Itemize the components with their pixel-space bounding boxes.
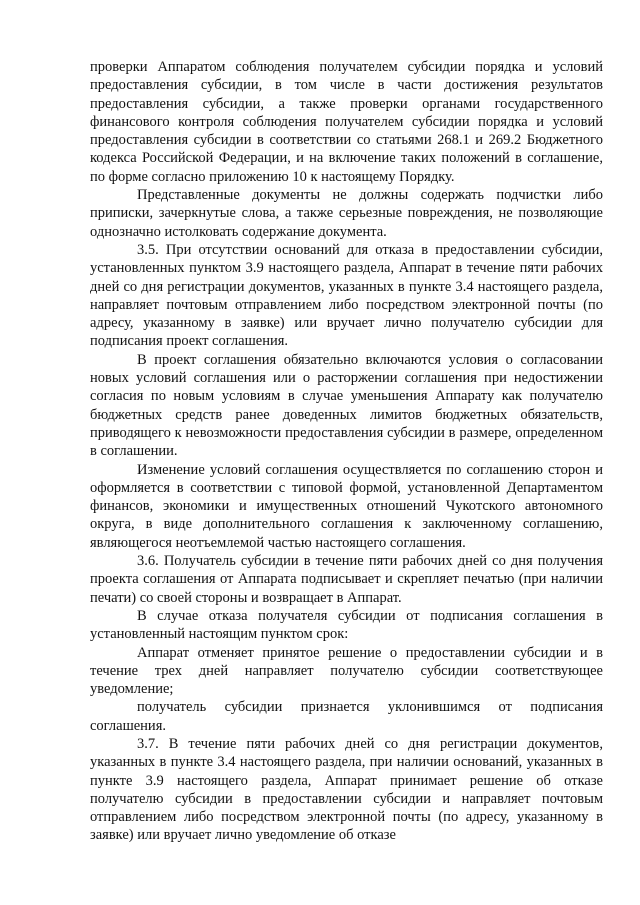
- paragraph-refusal-case: В случае отказа получателя субсидии от подписания соглашения в установленный настоящим пунктом срок:: [90, 607, 603, 643]
- paragraph-cancel-decision: Аппарат отменяет принятое решение о предоставлении субсидии и в течение трех дней направляет получателю субсидии соответствующее уведомление;: [90, 644, 603, 698]
- paragraph-3-6: 3.6. Получатель субсидии в течение пяти рабочих дней со дня получения проекта соглашения от Аппарата подписывает и скрепляет печатью (при наличии печати) со своей стороны и возвращает в Аппарат.: [90, 553, 603, 606]
- document-body: [90, 58, 603, 845]
- paragraph-recipient-evasion: получатель субсидии признается уклонившимся от подписания соглашения.: [90, 699, 603, 734]
- paragraph-agreement-conditions: В проект соглашения обязательно включаются условия о согласовании новых условий соглашения или о расторжении соглашения при недостижении согласия по новым условиям в случае уменьшения Аппарату как получателю бюджетных средств ранее доведенных лимитов бюджетных обязательств, приводящего к невозможности предоставления субсидии в размере, определенном в соглашении.: [90, 351, 603, 460]
- paragraph-continuation: проверки Аппаратом соблюдения получателем субсидии порядка и условий предоставления субсидии, в том числе в части достижения результатов предоставления субсидии, а также проверки органами государственного финансового контроля соблюдения получателем субсидии порядка и условий предоставления субсидии в соответствии со статьями 268.1 и 269.2 Бюджетного кодекса Российской Федерации, и на включение таких положений в соглашение, по форме согласно приложению 10 к настоящему Порядку.: [90, 59, 603, 185]
- paragraph-documents-requirements: Представленные документы не должны содержать подчистки либо приписки, зачеркнутые слова, а также серьезные повреждения, не позволяющие однозначно истолковать содержание документа.: [90, 187, 603, 240]
- paragraph-3-5: 3.5. При отсутствии оснований для отказа в предоставлении субсидии, установленных пунктом 3.9 настоящего раздела, Аппарат в течение пяти рабочих дней со дня регистрации документов, указанных в пункте 3.4 настоящего раздела, направляет почтовым отправлением либо посредством электронной почты (по адресу, указанному в заявке) или вручает лично получателю субсидии для подписания проект соглашения.: [90, 241, 603, 350]
- paragraph-agreement-changes: Изменение условий соглашения осуществляется по соглашению сторон и оформляется в соответствии с типовой формой, установленной Департаментом финансов, экономики и имущественных отношений Чукотского автономного округа, в виде дополнительного соглашения к заключенному соглашению, являющегося неотъемлемой частью настоящего соглашения.: [90, 461, 603, 551]
- paragraph-3-7: 3.7. В течение пяти рабочих дней со дня регистрации документов, указанных в пункте 3.4 настоящего раздела, при наличии оснований, указанных в пункте 3.9 настоящего раздела, Аппарат принимает решение об отказе получателю субсидии в предоставлении субсидии и направляет почтовым отправлением либо посредством электронной почты (по адресу, указанному в заявке) или вручает лично уведомление об отказе: [90, 735, 603, 844]
